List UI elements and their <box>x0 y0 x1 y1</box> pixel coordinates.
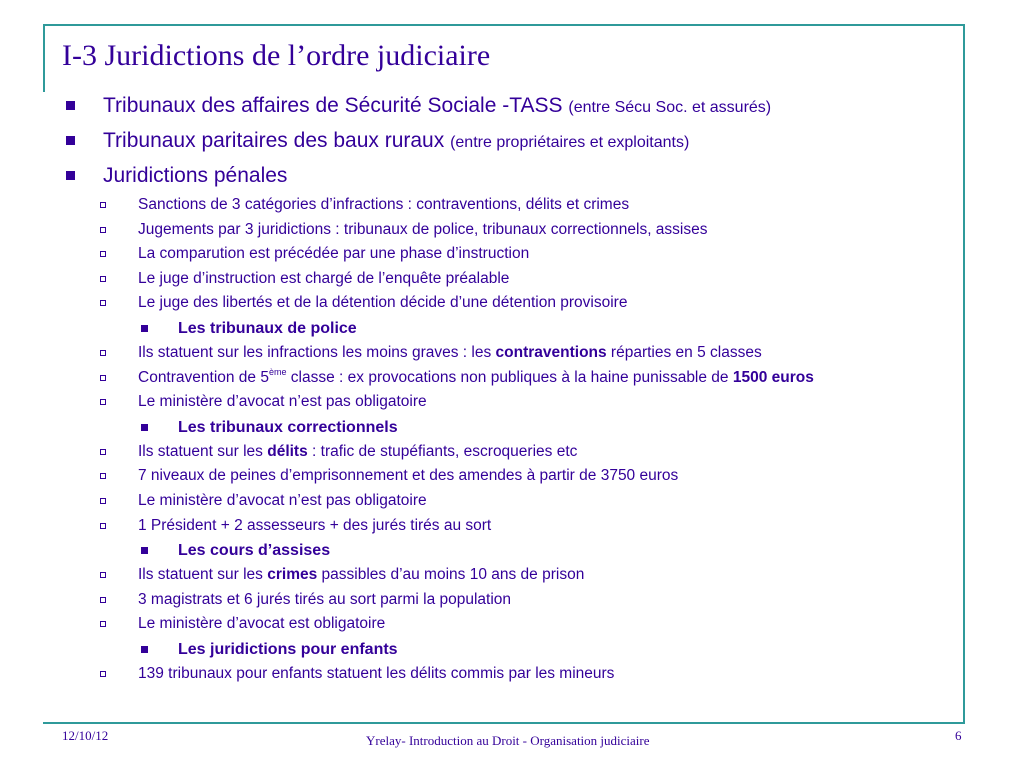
hollow-square-bullet-icon <box>100 300 106 306</box>
section-heading-text: Les tribunaux de police <box>178 319 357 337</box>
sub-bullet-text: Le juge des libertés et de la détention décide d’une détention provisoire <box>138 294 628 312</box>
section-heading-police <box>0 316 1024 341</box>
bullet-main-text: Juridictions pénales <box>103 164 288 187</box>
section-heading-text: Les cours d’assises <box>178 542 331 560</box>
square-bullet-icon <box>141 646 148 653</box>
sub-bullet <box>0 390 1024 415</box>
page-number: 6 <box>955 728 962 743</box>
hollow-square-bullet-icon <box>100 375 106 381</box>
sub-bullet <box>0 341 1024 366</box>
sub-bullet <box>0 612 1024 637</box>
sub-bullet <box>0 218 1024 243</box>
text-segment: Contravention de 5 <box>138 368 269 386</box>
hollow-square-bullet-icon <box>100 227 106 233</box>
hollow-square-bullet-icon <box>100 671 106 677</box>
text-segment: réparties en 5 classes <box>606 343 762 361</box>
sub-bullet <box>0 563 1024 588</box>
bold-term: contraventions <box>495 343 607 361</box>
sub-bullet-text: 7 niveaux de peines d’emprisonnement et des amendes à partir de 3750 euros <box>138 467 679 485</box>
text-segment: classe : ex provocations non publiques à la haine punissable de <box>286 368 733 386</box>
sub-bullet-text <box>138 366 814 391</box>
hollow-square-bullet-icon <box>100 202 106 208</box>
bold-term: 1500 euros <box>732 368 814 386</box>
footer-title: Yrelay- Introduction au Droit - Organisation judiciaire <box>366 733 650 748</box>
sub-bullet <box>0 291 1024 316</box>
frame-left-line <box>43 24 45 92</box>
section-heading-correctionnels <box>0 415 1024 440</box>
sub-bullet-text: Le ministère d’avocat n’est pas obligatoire <box>138 491 427 509</box>
hollow-square-bullet-icon <box>100 597 106 603</box>
section-heading-assises <box>0 538 1024 563</box>
text-segment: : trafic de stupéfiants, escroqueries etc <box>307 442 578 460</box>
text-segment: passibles d’au moins 10 ans de prison <box>317 566 585 584</box>
hollow-square-bullet-icon <box>100 449 106 455</box>
sub-bullet <box>0 440 1024 465</box>
sub-bullet-text: Sanctions de 3 catégories d’infractions : contraventions, délits et crimes <box>138 196 630 213</box>
square-bullet-icon <box>66 101 75 110</box>
hollow-square-bullet-icon <box>100 523 106 529</box>
sub-bullet <box>0 464 1024 489</box>
sub-bullet <box>0 514 1024 539</box>
bullet-juridictions-penales <box>0 158 1024 193</box>
sub-bullet-text: Le ministère d’avocat n’est pas obligatoire <box>138 393 427 411</box>
text-segment: Ils statuent sur les <box>138 442 268 460</box>
hollow-square-bullet-icon <box>100 572 106 578</box>
section-heading-text: Les tribunaux correctionnels <box>178 418 398 436</box>
sub-bullet <box>0 662 1024 687</box>
bold-term: crimes <box>267 566 318 584</box>
square-bullet-icon <box>141 325 148 332</box>
square-bullet-icon <box>66 171 75 180</box>
bullet-main-text: Tribunaux des affaires de Sécurité Sociale -TASS <box>103 94 563 117</box>
sub-bullet-text: 3 magistrats et 6 jurés tirés au sort parmi la population <box>138 590 512 608</box>
bullet-text <box>103 88 771 125</box>
sub-bullet-text: 139 tribunaux pour enfants statuent les délits commis par les mineurs <box>138 664 615 682</box>
frame-bottom-line <box>43 722 965 724</box>
text-segment: Ils statuent sur les infractions les moins graves : les <box>138 343 496 361</box>
sub-bullet-text <box>138 341 762 366</box>
hollow-square-bullet-icon <box>100 498 106 504</box>
bullet-baux-ruraux <box>0 123 1024 158</box>
sub-bullet <box>0 242 1024 267</box>
sub-bullet <box>0 193 1024 218</box>
hollow-square-bullet-icon <box>100 251 106 257</box>
bullet-parenthetical: (entre propriétaires et exploitants) <box>450 134 690 151</box>
square-bullet-icon <box>66 136 75 145</box>
hollow-square-bullet-icon <box>100 350 106 356</box>
sub-bullet-text: Le juge d’instruction est chargé de l’enquête préalable <box>138 269 510 287</box>
bullet-parenthetical: (entre Sécu Soc. et assurés) <box>568 99 772 116</box>
hollow-square-bullet-icon <box>100 473 106 479</box>
section-heading-text: Les juridictions pour enfants <box>178 640 398 658</box>
sub-bullet <box>0 489 1024 514</box>
sub-bullet-text: Jugements par 3 juridictions : tribunaux de police, tribunaux correctionnels, assises <box>138 220 708 238</box>
sub-bullet <box>0 366 1024 391</box>
bullet-main-text: Tribunaux paritaires des baux ruraux <box>103 129 445 152</box>
slide-title: I-3 Juridictions de l’ordre judiciaire <box>62 39 491 72</box>
sub-bullet <box>0 267 1024 292</box>
sub-bullet-text: La comparution est précédée par une phase d’instruction <box>138 245 530 263</box>
bold-term: délits <box>267 442 308 460</box>
hollow-square-bullet-icon <box>100 399 106 405</box>
slide-content <box>0 88 1024 687</box>
square-bullet-icon <box>141 547 148 554</box>
bullet-tass <box>0 88 1024 123</box>
sub-bullet-text <box>138 440 577 465</box>
superscript: ème <box>268 366 287 377</box>
square-bullet-icon <box>141 424 148 431</box>
hollow-square-bullet-icon <box>100 276 106 282</box>
text-segment: Ils statuent sur les <box>138 566 268 584</box>
sub-bullet-text <box>138 563 584 588</box>
section-heading-enfants <box>0 637 1024 662</box>
sub-bullet-text: 1 Président + 2 assesseurs + des jurés tirés au sort <box>138 516 492 534</box>
sub-bullet <box>0 588 1024 613</box>
bullet-text <box>103 123 689 160</box>
footer-date: 12/10/12 <box>62 728 109 743</box>
frame-top-line <box>43 24 965 26</box>
sub-bullet-text: Le ministère d’avocat est obligatoire <box>138 615 386 633</box>
hollow-square-bullet-icon <box>100 621 106 627</box>
